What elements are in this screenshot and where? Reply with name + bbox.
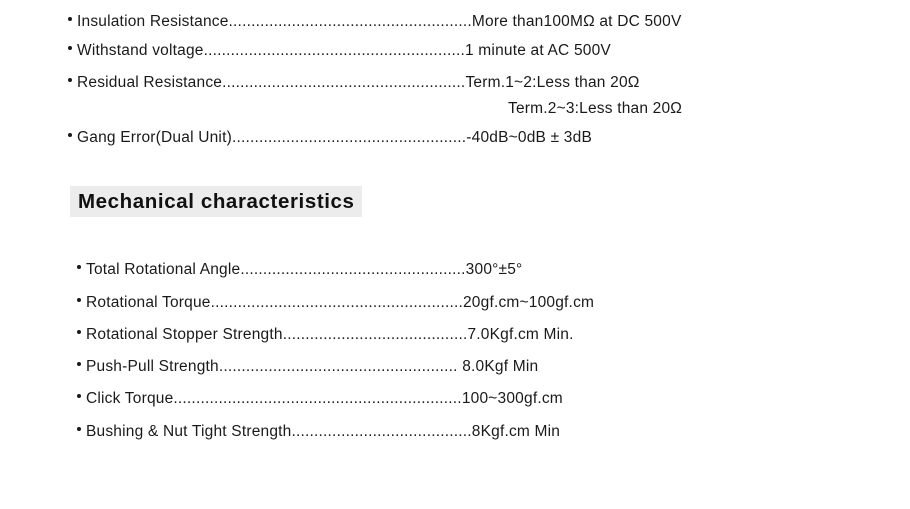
spec-row-insulation-resistance xyxy=(68,12,682,32)
bullet-icon xyxy=(77,298,81,302)
spec-row-bushing-nut-tight-strength xyxy=(77,422,560,442)
dot-leader: ...................................................... xyxy=(222,74,466,91)
spec-value: Term.1~2:Less than 20Ω xyxy=(465,74,640,91)
section-heading-mechanical: Mechanical characteristics xyxy=(70,186,362,217)
spec-label: Bushing & Nut Tight Strength xyxy=(86,423,292,440)
bullet-icon xyxy=(77,362,81,366)
spec-row-rotational-torque xyxy=(77,293,594,313)
spec-label: Rotational Torque xyxy=(86,294,211,311)
dot-leader: .......................................................... xyxy=(203,42,465,59)
dot-leader: ...................................................... xyxy=(228,13,472,30)
bullet-icon xyxy=(68,133,72,137)
spec-label: Rotational Stopper Strength xyxy=(86,326,283,343)
spec-row-click-torque xyxy=(77,389,563,409)
spec-label: Gang Error(Dual Unit) xyxy=(77,129,232,146)
dot-leader: ................................................................ xyxy=(173,390,462,407)
spec-row-gang-error xyxy=(68,128,592,148)
spec-value: 8.0Kgf Min xyxy=(462,358,539,375)
spec-label: Total Rotational Angle xyxy=(86,261,241,278)
bullet-icon xyxy=(68,78,72,82)
dot-leader: ..................................................... xyxy=(218,358,463,375)
spec-value: -40dB~0dB ± 3dB xyxy=(466,129,592,146)
bullet-icon xyxy=(68,46,72,50)
bullet-icon xyxy=(77,394,81,398)
bullet-icon xyxy=(68,17,72,21)
spec-value: 20gf.cm~100gf.cm xyxy=(462,294,595,311)
spec-value: 100~300gf.cm xyxy=(461,390,563,407)
spec-value: 7.0Kgf.cm Min. xyxy=(467,326,574,343)
spec-value-line2: Term.2~3:Less than 20Ω xyxy=(508,100,683,117)
spec-value: More than100MΩ at DC 500V xyxy=(471,13,682,30)
spec-label: Withstand voltage xyxy=(77,42,204,59)
spec-row-withstand-voltage xyxy=(68,41,611,61)
spec-value: 300°±5° xyxy=(465,261,523,278)
spec-label: Residual Resistance xyxy=(77,74,223,91)
spec-row-residual-resistance xyxy=(68,73,640,93)
spec-row-total-rotational-angle xyxy=(77,260,522,280)
spec-value: 1 minute at AC 500V xyxy=(464,42,611,59)
spec-row-rotational-stopper-strength xyxy=(77,325,574,345)
bullet-icon xyxy=(77,265,81,269)
spec-row-push-pull-strength xyxy=(77,357,538,377)
spec-label: Push-Pull Strength xyxy=(86,358,219,375)
bullet-icon xyxy=(77,427,81,431)
dot-leader: .................................................. xyxy=(240,261,466,278)
dot-leader: ........................................................ xyxy=(210,294,463,311)
dot-leader: ......................................... xyxy=(282,326,468,343)
spec-label: Click Torque xyxy=(86,390,174,407)
spec-value: 8Kgf.cm Min xyxy=(471,423,561,440)
spec-label: Insulation Resistance xyxy=(77,13,229,30)
bullet-icon xyxy=(77,330,81,334)
dot-leader: .................................................... xyxy=(231,129,467,146)
dot-leader: ........................................ xyxy=(291,423,472,440)
